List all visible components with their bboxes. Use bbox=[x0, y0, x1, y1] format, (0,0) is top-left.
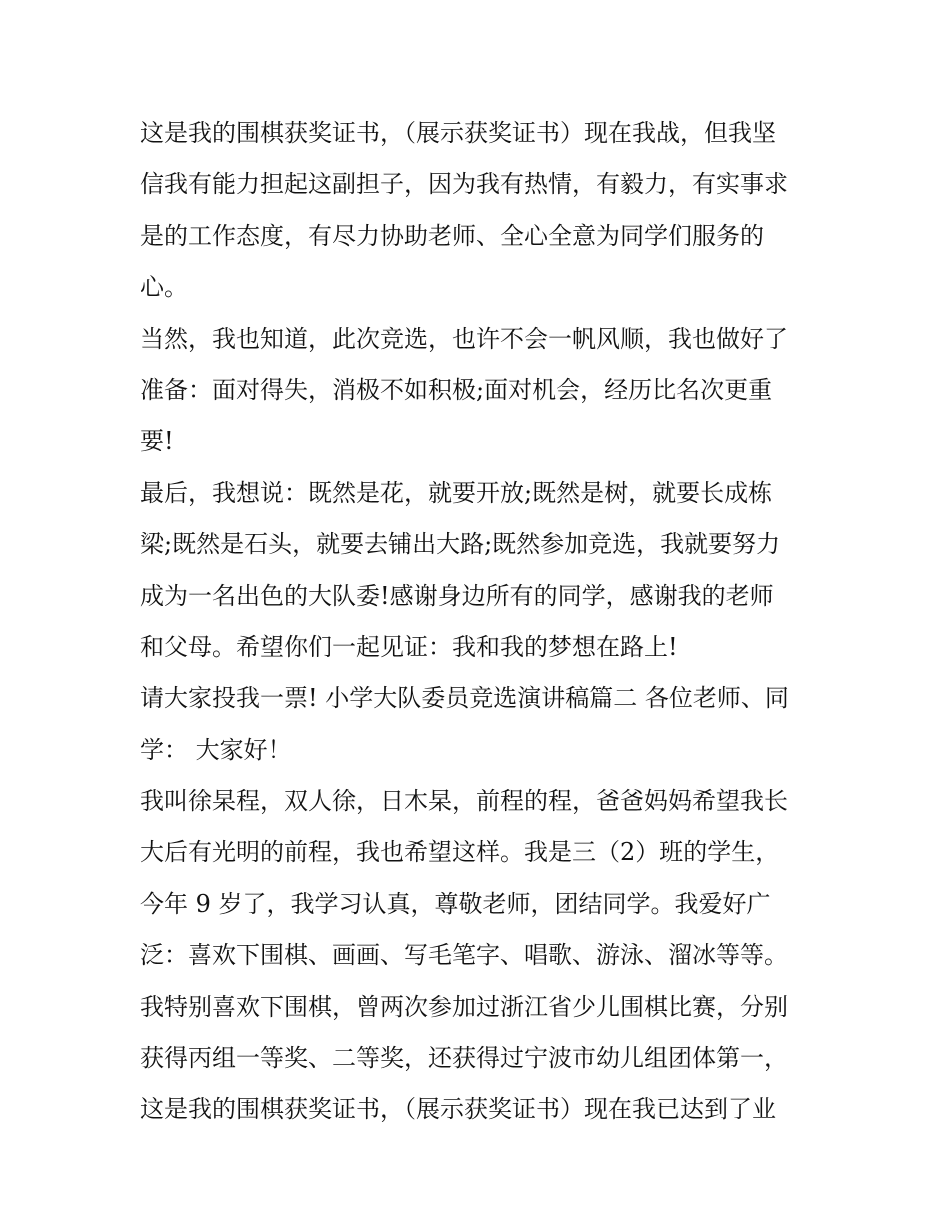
text-line: 这是我的围棋获奖证书，（展示获奖证书）现在我战，但我坚 bbox=[140, 119, 776, 147]
text-line: 成为一名出色的大队委!感谢身边所有的同学，感谢我的老师 bbox=[140, 581, 774, 610]
text-line: 和父母。希望你们一起见证：我和我的梦想在路上! bbox=[140, 632, 678, 661]
text-line: 梁;既然是石头，就要去铺出大路;既然参加竞选，我就要努力 bbox=[140, 530, 781, 559]
text-line: 请大家投我一票! 小学大队委员竞选演讲稿篇二 各位老师、同 bbox=[140, 684, 789, 713]
text-line: 要! bbox=[140, 427, 174, 456]
text-line: 这是我的围棋获奖证书，（展示获奖证书）现在我已达到了业 bbox=[140, 1095, 776, 1124]
text-line: 泛：喜欢下围棋、画画、写毛笔字、唱歌、游泳、溜冰等等。 bbox=[140, 941, 788, 970]
text-line: 当然，我也知道，此次竞选，也许不会一帆风顺，我也做好了 bbox=[140, 324, 788, 353]
text-line: 心。 bbox=[140, 273, 188, 302]
document-body bbox=[140, 108, 820, 1136]
text-line: 是的工作态度，有尽力协助老师、全心全意为同学们服务的 bbox=[140, 221, 764, 250]
text-line: 获得丙组一等奖、二等奖，还获得过宁波市幼儿组团体第一， bbox=[140, 1044, 788, 1073]
text-line: 今年 9 岁了，我学习认真，尊敬老师，团结同学。我爱好广 bbox=[140, 889, 771, 918]
text-line: 我叫徐杲程，双人徐，日木杲，前程的程，爸爸妈妈希望我长 bbox=[140, 787, 788, 816]
text-line: 学： 大家好！ bbox=[140, 735, 292, 764]
text-line: 信我有能力担起这副担子，因为我有热情，有毅力，有实事求 bbox=[140, 170, 788, 199]
text-line: 我特别喜欢下围棋，曾两次参加过浙江省少儿围棋比赛，分别 bbox=[140, 992, 788, 1021]
text-line: 大后有光明的前程，我也希望这样。我是三（2）班的学生， bbox=[140, 838, 780, 867]
text-line: 最后，我想说：既然是花，就要开放;既然是树，就要长成栋 bbox=[140, 478, 773, 507]
text-line: 准备：面对得失，消极不如积极;面对机会，经历比名次更重 bbox=[140, 375, 773, 404]
